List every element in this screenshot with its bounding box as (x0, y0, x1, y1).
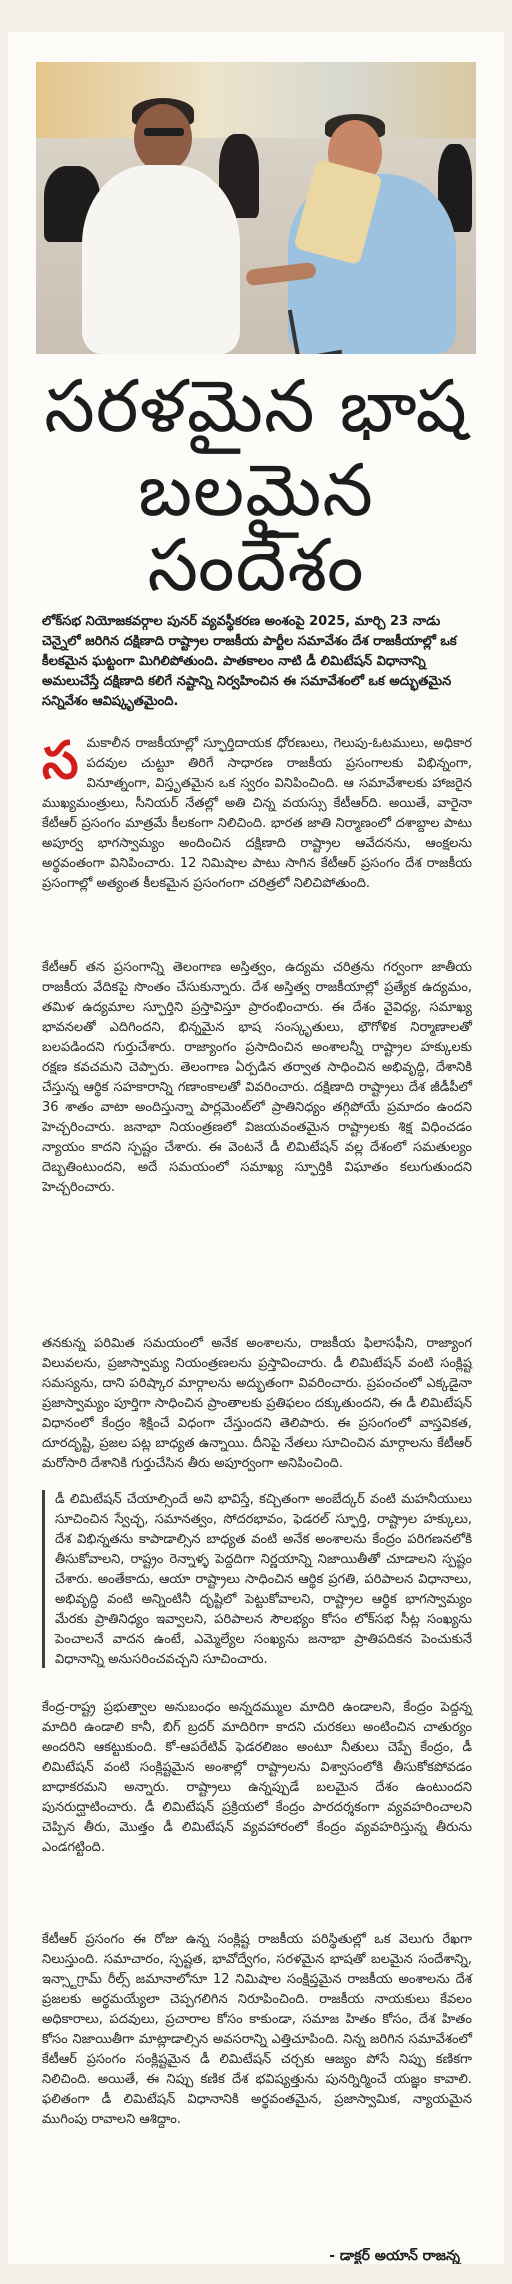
highlight-box (42, 1490, 472, 1668)
person-left-glasses (144, 128, 184, 136)
paragraph-6: కేటీఆర్ ప్రసంగం ఈ రోజు ఉన్న సంక్లిష్ట రాజకీయ పరిస్థితుల్లో ఒక వెలుగు రేఖగా నిలుస్తుంది. సమాచారం, స్పష్టత, భావోద్వేగం, సరళమైన భాషతో బలమైన సందేశాన్ని, ఇన్స్టాగ్రామ్ రీల్స్ జమానాలోనూ 12 నిమిషాల సంక్షిప్తమైన రాజకీయ అంశాలను దేశ ప్రజలకు అర్థమయ్యేలా చెప్పగలిగిన నిరూపించింది. రాజకీయ నాయకులు కేవలం అధికారాలు, పదవులు, ప్రచారాల కోసం కాకుండా, సమాజ హితం కోసం, దేశ హితం కోసం నిజాయితీగా మాట్లాడాల్సిన అవసరాన్ని ఎత్తిచూపింది. నిన్న జరిగిన సమావేశంలో కేటీఆర్ ప్రసంగం సంక్లిష్టమైన డీ లిమిటేషన్ చర్చకు ఆజ్యం పోసే నిప్పు కణికగా నిలిచింది. అయితే, ఈ నిప్పు కణిక దేశ భవిష్యత్తును పునర్నిర్మించే యజ్ఞం కావాలి. ఫలితంగా డీ లిమిటేషన్ విధానానికి అర్థవంతమైన, ప్రజాస్వామిక, న్యాయమైన ముగింపు రావాలని ఆశిద్దాం. (42, 1932, 472, 2127)
person-left-head (134, 104, 192, 172)
dropcap: స (42, 731, 79, 791)
photo-background-top (36, 62, 476, 138)
intro-text: లోక్‌సభ నియోజకవర్గాల పునర్ వ్యవస్థీకరణ అంశంపై 2025, మార్చి 23 నాడు చెన్నైలో జరిగిన దక్షిణాది రాష్ట్రాల రాజకీయ పార్టీల సమావేశం దేశ రాజకీయాల్లో ఒక కీలకమైన ఘట్టంగా మిగిలిపోతుంది. పాతకాలం నాటి డీ లిమిటేషన్ విధానాన్ని అమలుచేస్తే దక్షిణాది కలిగే నష్టాన్ని నిర్వహించిన ఈ సమావేశంలో ఒక అద్భుతమైన సన్నివేశం ఆవిష్కృతమైంది. (42, 614, 457, 709)
paragraph-1-text: మకాలీన రాజకీయాల్లో స్ఫూర్తిదాయక ధోరణులు, గెలుపు-ఓటములు, అధికార పదవుల చుట్టూ తిరిగే సాధారణ రాజకీయ ప్రసంగాలకు విభిన్నంగా, వినూత్నంగా, విస్తృతమైన ఒక స్వరం వినిపించింది. ఆ సమావేశాలకు హాజరైన ముఖ్యమంత్రులు, సీనియర్ నేతల్లో అతి చిన్న వయస్సు కేటీఆర్‌ది. అయితే, వారైనా కేటీఆర్ ప్రసంగం మాత్రమే కీలకంగా నిలిచింది. భారత జాతి నిర్మాణంలో దశాబ్దాల పాటు అపూర్వ భాగస్వామ్యం అందించిన దక్షిణాది రాష్ట్రాల ఆవేదనను, ఆంక్షలను అర్థవంతంగా వినిపించారు. 12 నిమిషాల పాటు సాగిన కేటీఆర్ ప్రసంగం దేశ రాజకీయ ప్రసంగాల్లో అత్యంత కీలకమైన ప్రసంగంగా చరిత్రలో నిలిచిపోతుంది. (42, 736, 472, 891)
headline-line-1: సరళమైన భాష (44, 364, 468, 448)
microphone-stand (288, 302, 342, 354)
paragraph-5: కేంద్ర-రాష్ట్ర ప్రభుత్వాల అనుబంధం అన్నదమ్ముల మాదిరి ఉండాలని, కేంద్రం పెద్దన్న మాదిరి ఉండాలి కానీ, బిగ్ బ్రదర్ మాదిరిగా కాదని చురకలు అంటించిన చాతుర్యం అందరిని ఆకట్టుకుంది. కో-ఆపరేటివ్ ఫెడరలిజం అంటూ నీతులు చెప్పే కేంద్రం, డీ లిమిటేషన్ వంటి సంక్లిష్టమైన అంశాల్లో రాష్ట్రాలను విశ్వాసంలోకి తీసుకోకపోవడం బాధాకరమని అన్నారు. రాష్ట్రాలు ఉన్నప్పుడే బలమైన దేశం ఉంటుందని పునరుద్ఘాటించారు. డీ లిమిటేషన్ ప్రక్రియలో కేంద్రం పారదర్శకంగా వ్యవహరించాలని చెప్పిన తీరు, మొత్తం డీ లిమిటేషన్ వ్యవహారంలో కేంద్రం వ్యవహరిస్తున్న తీరును ఎండగట్టింది. (42, 1700, 472, 1855)
paragraph-2: కేటీఆర్ తన ప్రసంగాన్ని తెలంగాణ అస్తిత్వం, ఉద్యమ చరిత్రను గర్వంగా జాతీయ రాజకీయ వేదికపై సొంతం చేసుకున్నారు. దేశ అస్తిత్వ రాజకీయాల్లో ప్రత్యేక ఉద్యమం, తమిళ ఉద్యమాల స్ఫూర్తిని ప్రస్తావిస్తూ ప్రారంభించారు. ఈ దేశం వైవిధ్య, సమాఖ్య భావనలతో ఎదిగిందని, భిన్నమైన భాష సంస్కృతులు, భౌగోళిక నిర్మాణాలతో బలపడిందని గుర్తుచేశారు. రాజ్యాంగం ప్రసాదించిన అంశాలన్నీ రాష్ట్రాల హక్కులకు రక్షణ కవచమని చెప్పారు. తెలంగాణ ఏర్పడిన తర్వాత సాధించిన అభివృద్ధి, దేశానికి చేస్తున్న ఆర్థిక సహకారాన్ని గణాంకాలతో వివరించారు. దక్షిణాది రాష్ట్రాలు దేశ జీడీపీలో 36 శాతం వాటా అందిస్తున్నా పార్లమెంట్‌లో ప్రాతినిధ్యం తగ్గిపోయే ప్రమాదం ఉందని హెచ్చరించారు. జనాభా నియంత్రణలో విజయవంతమైన రాష్ట్రాలకు శిక్ష విధించడం న్యాయం కాదని స్పష్టం చేశారు. ఈ వెంటనే డీ లిమిటేషన్ వల్ల దేశంలో సమతుల్యం దెబ్బతింటుందని, అదే సమయంలో సమాఖ్య స్ఫూర్తికి విఘాతం కలుగుతుందని హెచ్చరించారు. (42, 960, 472, 1195)
article-photo (36, 62, 476, 354)
headline (32, 364, 480, 608)
author-credit: - డాక్టర్ అయాన్ రాజన్న (329, 2248, 460, 2264)
article-column (8, 32, 504, 2264)
paragraph-1 (42, 731, 472, 894)
person-left-body (82, 165, 240, 354)
headline-line-2: బలమైన సందేశం (138, 447, 374, 608)
paragraph-4: డీ లిమిటేషన్ చేయాల్సిందే అని భావిస్తే, కచ్చితంగా అంబేద్కర్ వంటి మహనీయులు సూచించిన స్వేచ్ఛ, సమానత్వం, సోదరభావం, ఫెడరల్ స్ఫూర్తి, రాష్ట్రాల హక్కులు, దేశ విభిన్నతను కాపాడాల్సిన బాధ్యత వంటి అనేక అంశాలను కేంద్రం పరిగణనలోకి తీసుకోవాలని, రాష్ట్రం రెన్నాళ్ళ పెద్దదిగా నిర్ణయాన్ని నిజాయితీతో చూడాలని స్పష్టం చేశారు. అంతేకాదు, ఆయా రాష్ట్రాలు సాధించిన ఆర్థిక ప్రగతి, పరిపాలన విధానాలు, అభివృద్ధి వంటి అన్నింటినీ దృష్టిలో పెట్టుకోవాలని, రాష్ట్రాల ఆర్థిక భాగస్వామ్యం మేరకు ప్రాతినిధ్యం ఇవ్వాలని, పరిపాలన సౌలభ్యం కోసం లోక్‌సభ సీట్ల సంఖ్యను పెంచాలనే వాదన ఉంటే, ఎమ్మెల్యేల సంఖ్యను జనాభా ప్రాతిపదికన పెంచుకునే విధానాన్ని అనుసరించవచ్చని సూచించారు. (55, 1492, 472, 1667)
paragraph-3: తనకున్న పరిమిత సమయంలో అనేక అంశాలను, రాజకీయ ఫిలాసఫీని, రాజ్యాంగ విలువలను, ప్రజాస్వామ్య నియంత్రణలను ప్రస్తావించారు. డీ లిమిటేషన్ వంటి సంక్లిష్ట సమస్యను, దాని పరిష్కార మార్గాలను అద్భుతంగా వివరించారు. ప్రపంచంలో ఎక్కడైనా ప్రజాస్వామ్యం పూర్తిగా సాధించిన ప్రాంతాలకు ప్రతిఫలం దక్కుతుందని, ఈ డీ లిమిటేషన్ విధానంలో కేంద్రం శిక్షించే విధంగా చేస్తుందని తెలిపారు. ఈ ప్రసంగంలో వాస్తవికత, దూరదృష్టి, ప్రజల పట్ల బాధ్యత ఉన్నాయి. దీనిపై నేతలు సూచించిన మార్గాలను కేటీఆర్ మరోసారి దేశానికి గుర్తుచేసిన తీరు అపూర్వంగా అనిపించింది. (42, 1336, 472, 1471)
